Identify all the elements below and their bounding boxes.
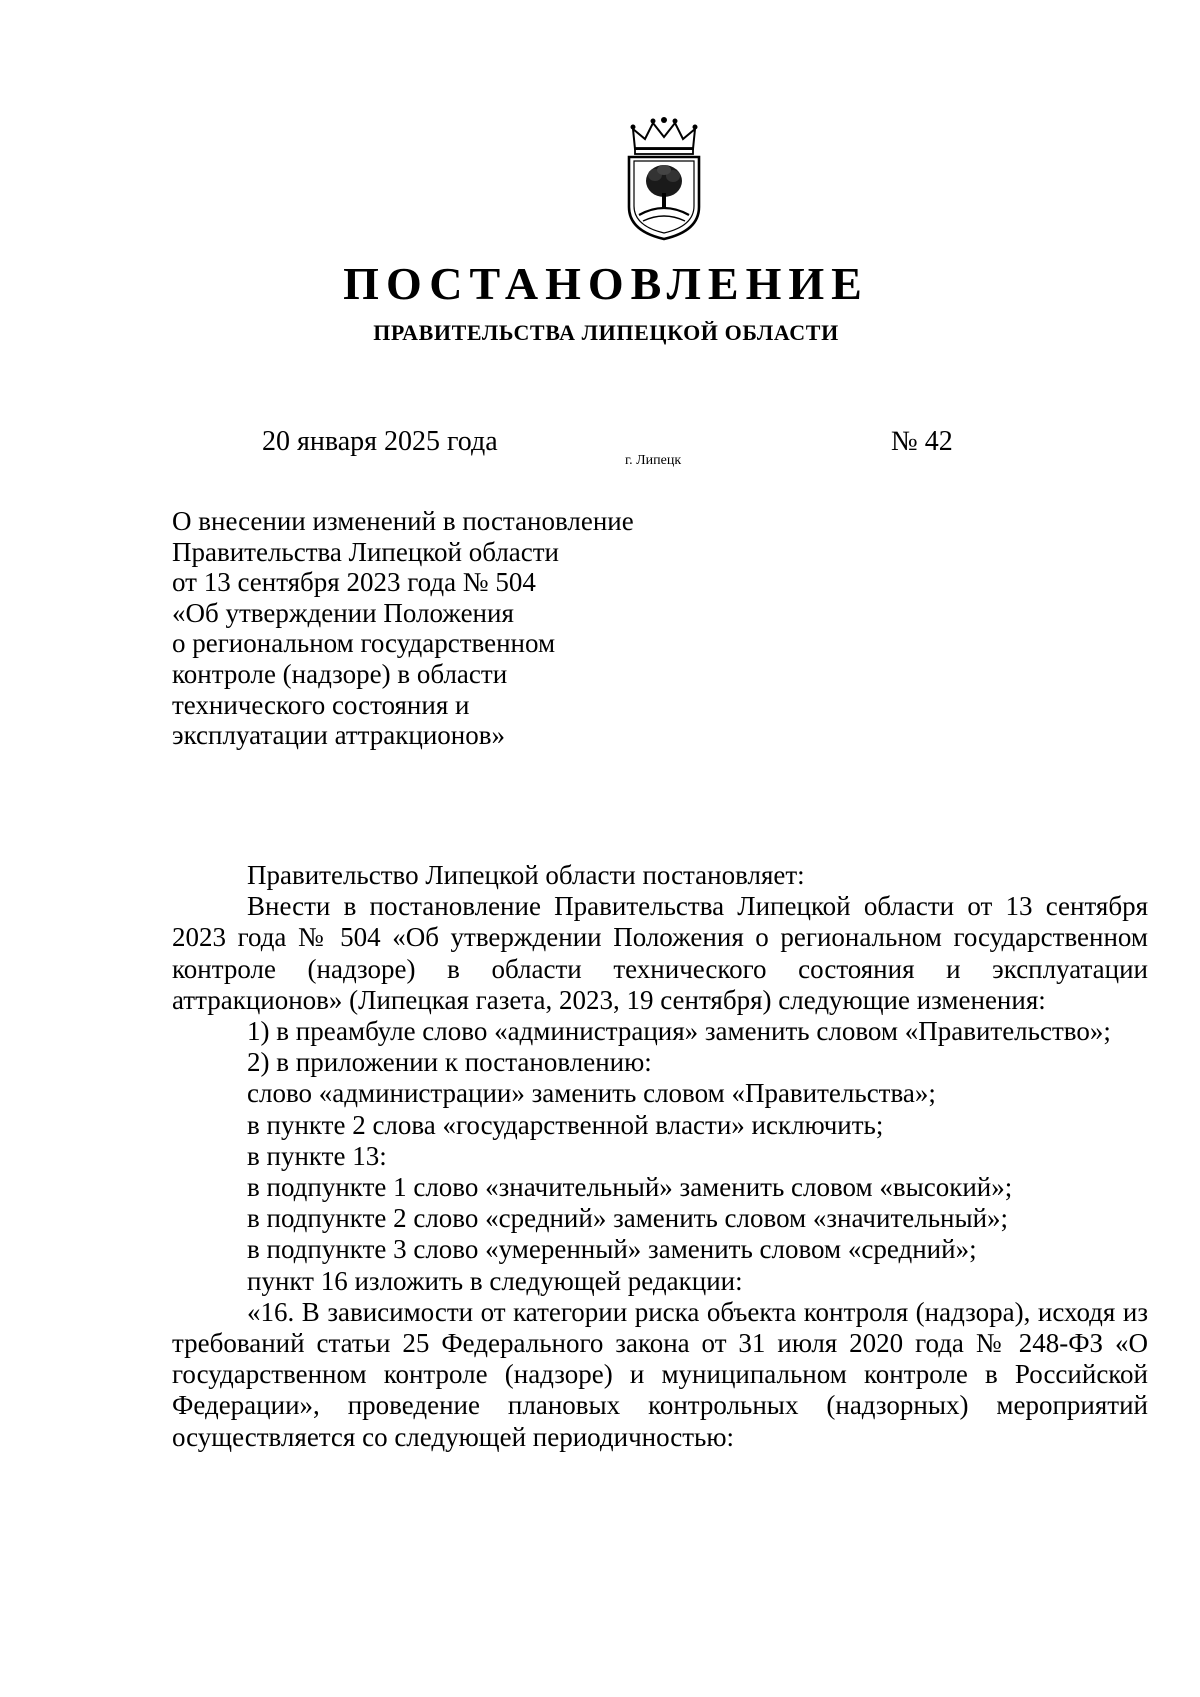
document-date: 20 января 2025 года [262, 426, 498, 457]
body-paragraph: 1) в преамбуле слово «администрация» заменить словом «Правительство»; [247, 1016, 1111, 1047]
subject-line: от 13 сентября 2023 года № 504 [172, 567, 536, 598]
document-subject [172, 506, 692, 751]
coat-of-arms-icon [619, 115, 709, 245]
body-paragraph: пункт 16 изложить в следующей редакции: [247, 1265, 743, 1296]
subject-line: «Об утверждении Положения [172, 597, 514, 628]
body-paragraph: в пункте 2 слова «государственной власти» исключить; [247, 1109, 884, 1140]
body-paragraph: слово «администрации» заменить словом «Правительства»; [247, 1078, 936, 1109]
document-city: г. Липецк [625, 453, 682, 468]
subject-line: технического состояния и [172, 689, 470, 720]
issuing-authority: ПРАВИТЕЛЬСТВА ЛИПЕЦКОЙ ОБЛАСТИ [373, 320, 839, 345]
body-paragraph: 2) в приложении к постановлению: [247, 1047, 652, 1078]
body-paragraph: в подпункте 3 слово «умеренный» заменить словом «средний»; [247, 1234, 977, 1265]
subject-line: контроле (надзоре) в области [172, 658, 508, 689]
document-type-title: ПОСТАНОВЛЕНИЕ [343, 258, 869, 309]
subject-line: о региональном государственном [172, 628, 556, 659]
body-paragraph: в пункте 13: [247, 1140, 387, 1171]
body-paragraph: в подпункте 2 слово «средний» заменить словом «значительный»; [247, 1203, 1009, 1234]
document-body [172, 860, 1148, 1453]
body-paragraph: Правительство Липецкой области постановляет: [247, 860, 805, 890]
body-paragraph: в подпункте 1 слово «значительный» заменить словом «высокий»; [247, 1172, 1013, 1203]
subject-line: Правительства Липецкой области [172, 536, 560, 567]
subject-line: эксплуатации аттракционов» [172, 720, 505, 751]
subject-line: О внесении изменений в постановление [172, 506, 634, 536]
body-paragraph: Внести в постановление Правительства Липецкой области от 13 сентября 2023 года № 504 «Об утверждении Положения о региональном государственном контроле (надзоре) в области технического состояния и эксплуатации аттракционов» (Липецкая газета, 2023, 19 сентября) следующие изменения: [172, 891, 1148, 1015]
body-paragraph: «16. В зависимости от категории риска объекта контроля (надзора), исходя из требований статьи 25 Федерального закона от 31 июля 2020 года № 248-ФЗ «О государственном контроле (надзоре) и муниципальном контроле в Российской Федерации», проведение плановых контрольных (надзорных) мероприятий осуществляется со следующей периодичностью: [172, 1296, 1148, 1452]
document-number: № 42 [891, 426, 953, 457]
